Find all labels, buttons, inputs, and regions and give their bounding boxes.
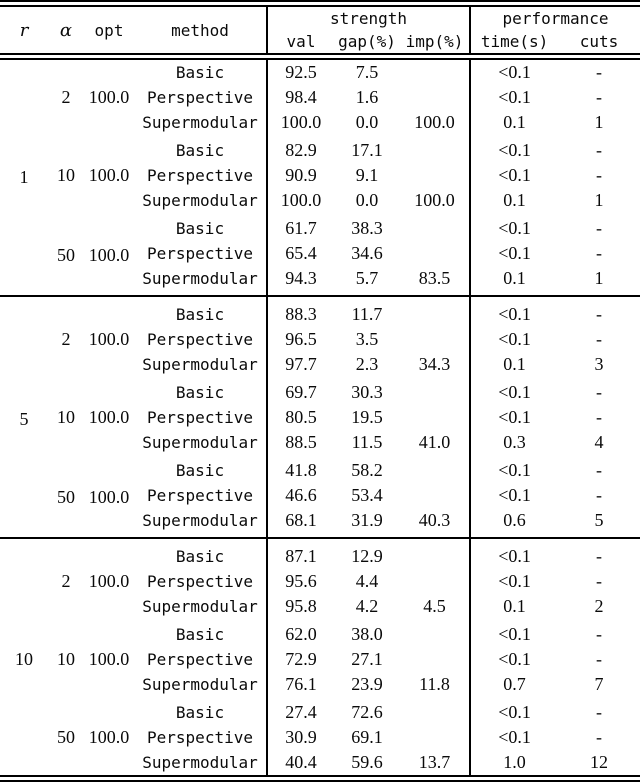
header-gap: gap(%) — [334, 30, 400, 57]
cuts-cell: - — [596, 571, 603, 591]
val-cell: 46.6 — [267, 483, 334, 508]
gap-cell: 19.5 — [351, 407, 383, 427]
cuts-cell: - — [596, 218, 603, 238]
gap-cell: 30.3 — [351, 382, 383, 402]
cuts-cell: - — [596, 329, 603, 349]
cuts-cell: 1 — [594, 112, 604, 132]
imp-cell — [400, 405, 470, 430]
time-cell: 0.3 — [470, 430, 558, 455]
time-cell: <0.1 — [470, 725, 558, 750]
gap-cell: 53.4 — [351, 485, 383, 505]
time-cell: 0.1 — [470, 110, 558, 135]
val-cell: 92.5 — [267, 57, 334, 86]
header-opt: opt — [84, 4, 134, 57]
imp-cell: 41.0 — [418, 432, 451, 452]
opt-cell: 100.0 — [88, 487, 130, 507]
time-cell: <0.1 — [470, 241, 558, 266]
time-cell: <0.1 — [470, 483, 558, 508]
alpha-cell: 10 — [57, 649, 75, 669]
val-cell: 68.1 — [267, 508, 334, 538]
time-cell: <0.1 — [470, 697, 558, 725]
time-cell: 0.1 — [470, 352, 558, 377]
val-cell: 40.4 — [267, 750, 334, 779]
gap-cell: 11.5 — [351, 432, 383, 452]
r-cell: 10 — [0, 538, 48, 779]
opt-cell: 100.0 — [88, 87, 130, 107]
method-cell: Basic — [175, 63, 225, 82]
time-cell: <0.1 — [470, 57, 558, 86]
val-cell: 94.3 — [267, 266, 334, 296]
val-cell: 88.5 — [267, 430, 334, 455]
header-strength: strength — [267, 4, 470, 31]
method-cell: Supermodular — [142, 753, 258, 772]
method-cell: Basic — [134, 296, 267, 327]
method-cell: Basic — [175, 461, 225, 480]
gap-cell: 72.6 — [351, 702, 383, 722]
cuts-cell: - — [596, 87, 603, 107]
method-cell: Basic — [175, 625, 225, 644]
imp-cell — [400, 697, 470, 725]
val-cell: 95.8 — [267, 594, 334, 619]
cuts-cell: - — [596, 165, 603, 185]
method-cell: Supermodular — [142, 191, 258, 210]
header-row-groups — [0, 4, 640, 31]
imp-cell: 13.7 — [418, 752, 451, 772]
gap-cell: 1.6 — [355, 87, 379, 107]
method-cell: Perspective — [147, 728, 253, 747]
imp-cell: 40.3 — [418, 510, 451, 530]
header-r: r — [0, 4, 48, 57]
time-cell: <0.1 — [470, 538, 558, 569]
gap-cell: 4.4 — [355, 571, 379, 591]
time-cell: 0.7 — [470, 672, 558, 697]
imp-cell — [400, 725, 470, 750]
gap-cell: 59.6 — [351, 752, 383, 772]
gap-cell: 58.2 — [351, 460, 383, 480]
method-cell: Perspective — [147, 244, 253, 263]
imp-cell — [400, 57, 470, 86]
table-row — [0, 377, 640, 405]
method-cell: Basic — [134, 538, 267, 569]
alpha-cell: 10 — [57, 165, 75, 185]
cuts-cell: - — [596, 649, 603, 669]
table-row — [0, 57, 640, 86]
gap-cell: 4.2 — [355, 596, 379, 616]
val-cell: 95.6 — [267, 569, 334, 594]
header-alpha: α — [48, 4, 84, 57]
time-cell: 1.0 — [470, 750, 558, 779]
opt-cell: 100.0 — [84, 538, 134, 619]
imp-cell: 34.3 — [418, 354, 451, 374]
method-cell: Perspective — [147, 650, 253, 669]
cuts-cell: - — [596, 140, 603, 160]
imp-cell — [400, 455, 470, 483]
cuts-cell: - — [558, 538, 640, 569]
val-cell: 87.1 — [267, 538, 334, 569]
gap-cell: 9.1 — [355, 165, 379, 185]
time-cell: <0.1 — [470, 327, 558, 352]
table-row — [0, 213, 640, 241]
time-cell: <0.1 — [470, 619, 558, 647]
method-cell: Perspective — [147, 486, 253, 505]
time-cell: <0.1 — [470, 569, 558, 594]
gap-cell: 31.9 — [351, 510, 383, 530]
imp-cell: 100.0 — [414, 190, 455, 210]
time-cell: <0.1 — [470, 85, 558, 110]
opt-cell: 100.0 — [84, 296, 134, 377]
imp-cell — [400, 647, 470, 672]
method-cell: Perspective — [147, 408, 253, 427]
gap-cell: 38.3 — [351, 218, 383, 238]
cuts-cell: 7 — [594, 674, 604, 694]
table-row — [0, 455, 640, 483]
val-cell: 97.7 — [267, 352, 334, 377]
val-cell: 62.0 — [267, 619, 334, 647]
val-cell: 76.1 — [267, 672, 334, 697]
cuts-cell: - — [596, 460, 603, 480]
header-imp: imp(%) — [400, 30, 470, 57]
imp-cell: 11.8 — [419, 674, 450, 694]
cuts-cell: - — [596, 624, 603, 644]
gap-cell: 2.3 — [355, 354, 379, 374]
method-cell: Supermodular — [142, 113, 258, 132]
header-time: time(s) — [470, 30, 558, 57]
alpha-cell: 10 — [57, 407, 75, 427]
alpha-cell: 2 — [48, 296, 84, 377]
results-table-body — [0, 57, 640, 779]
time-cell: <0.1 — [470, 647, 558, 672]
val-cell: 69.7 — [267, 377, 334, 405]
gap-cell: 34.6 — [351, 243, 383, 263]
method-cell: Basic — [175, 703, 225, 722]
imp-cell — [400, 213, 470, 241]
val-cell: 90.9 — [267, 163, 334, 188]
cuts-cell: - — [558, 296, 640, 327]
cuts-cell: 2 — [594, 596, 604, 616]
val-cell: 88.3 — [267, 296, 334, 327]
time-cell: <0.1 — [470, 135, 558, 163]
method-cell: Perspective — [147, 572, 253, 591]
method-cell: Supermodular — [142, 597, 258, 616]
time-cell: <0.1 — [470, 213, 558, 241]
time-cell: <0.1 — [470, 163, 558, 188]
gap-cell: 5.7 — [355, 268, 379, 288]
method-cell: Perspective — [147, 166, 253, 185]
table-header — [0, 4, 640, 57]
table-row — [0, 697, 640, 725]
r-cell: 1 — [19, 167, 29, 187]
gap-cell: 38.0 — [351, 624, 383, 644]
table-row — [0, 619, 640, 647]
cuts-cell: 1 — [594, 268, 604, 288]
val-cell: 27.4 — [267, 697, 334, 725]
time-cell: <0.1 — [470, 377, 558, 405]
header-cuts: cuts — [558, 30, 640, 57]
header-method: method — [134, 4, 267, 57]
gap-cell: 17.1 — [351, 140, 383, 160]
header-val: val — [267, 30, 334, 57]
gap-cell: 0.0 — [355, 112, 379, 132]
imp-cell: 100.0 — [414, 112, 455, 132]
val-cell: 100.0 — [267, 188, 334, 213]
cuts-cell: - — [596, 485, 603, 505]
method-cell: Basic — [175, 219, 225, 238]
opt-cell: 100.0 — [88, 649, 130, 669]
table-row — [0, 296, 640, 327]
val-cell: 96.5 — [267, 327, 334, 352]
alpha-cell: 50 — [57, 487, 75, 507]
cuts-cell: 5 — [594, 510, 604, 530]
gap-cell: 11.7 — [334, 296, 400, 327]
opt-cell: 100.0 — [88, 245, 130, 265]
method-cell: Supermodular — [142, 355, 258, 374]
alpha-cell: 2 — [48, 538, 84, 619]
val-cell: 65.4 — [267, 241, 334, 266]
cuts-cell: - — [596, 382, 603, 402]
method-cell: Supermodular — [142, 269, 258, 288]
gap-cell: 0.0 — [355, 190, 379, 210]
table-row — [0, 135, 640, 163]
header-performance: performance — [470, 4, 640, 31]
time-cell: 0.6 — [470, 508, 558, 538]
imp-cell: 83.5 — [418, 268, 451, 288]
method-cell: Basic — [175, 383, 225, 402]
imp-cell — [400, 296, 470, 327]
gap-cell: 7.5 — [355, 62, 379, 82]
time-cell: 0.1 — [470, 188, 558, 213]
cuts-cell: 1 — [594, 190, 604, 210]
val-cell: 98.4 — [267, 85, 334, 110]
time-cell: <0.1 — [470, 296, 558, 327]
imp-cell — [400, 569, 470, 594]
gap-cell: 27.1 — [351, 649, 383, 669]
alpha-cell: 2 — [61, 87, 71, 107]
val-cell: 82.9 — [267, 135, 334, 163]
opt-cell: 100.0 — [88, 727, 130, 747]
gap-cell: 3.5 — [355, 329, 379, 349]
val-cell: 30.9 — [267, 725, 334, 750]
method-cell: Supermodular — [142, 511, 258, 530]
method-cell: Perspective — [147, 330, 253, 349]
alpha-cell: 50 — [57, 245, 75, 265]
imp-cell — [400, 85, 470, 110]
val-cell: 72.9 — [267, 647, 334, 672]
imp-cell — [400, 135, 470, 163]
alpha-cell: 50 — [57, 727, 75, 747]
time-cell: <0.1 — [470, 455, 558, 483]
time-cell: 0.1 — [470, 266, 558, 296]
method-cell: Supermodular — [142, 675, 258, 694]
imp-cell — [400, 377, 470, 405]
cuts-cell: - — [596, 407, 603, 427]
cuts-cell: - — [596, 243, 603, 263]
val-cell: 100.0 — [267, 110, 334, 135]
imp-cell — [400, 483, 470, 508]
opt-cell: 100.0 — [88, 165, 130, 185]
cuts-cell: - — [596, 62, 603, 82]
time-cell: 0.1 — [470, 594, 558, 619]
cuts-cell: 4 — [594, 432, 604, 452]
val-cell: 61.7 — [267, 213, 334, 241]
val-cell: 80.5 — [267, 405, 334, 430]
method-cell: Basic — [175, 141, 225, 160]
gap-cell: 12.9 — [334, 538, 400, 569]
imp-cell — [400, 619, 470, 647]
gap-cell: 23.9 — [351, 674, 383, 694]
r-cell: 5 — [0, 296, 48, 538]
cuts-cell: 3 — [594, 354, 604, 374]
imp-cell — [400, 163, 470, 188]
val-cell: 41.8 — [267, 455, 334, 483]
method-cell: Supermodular — [142, 433, 258, 452]
table-row — [0, 538, 640, 569]
cuts-cell: - — [596, 702, 603, 722]
time-cell: <0.1 — [470, 405, 558, 430]
opt-cell: 100.0 — [88, 407, 130, 427]
imp-cell — [400, 538, 470, 569]
cuts-cell: - — [596, 727, 603, 747]
method-cell: Perspective — [147, 88, 253, 107]
cuts-cell: 12 — [590, 752, 609, 772]
gap-cell: 69.1 — [351, 727, 383, 747]
imp-cell — [400, 327, 470, 352]
imp-cell — [400, 241, 470, 266]
imp-cell: 4.5 — [423, 596, 446, 616]
